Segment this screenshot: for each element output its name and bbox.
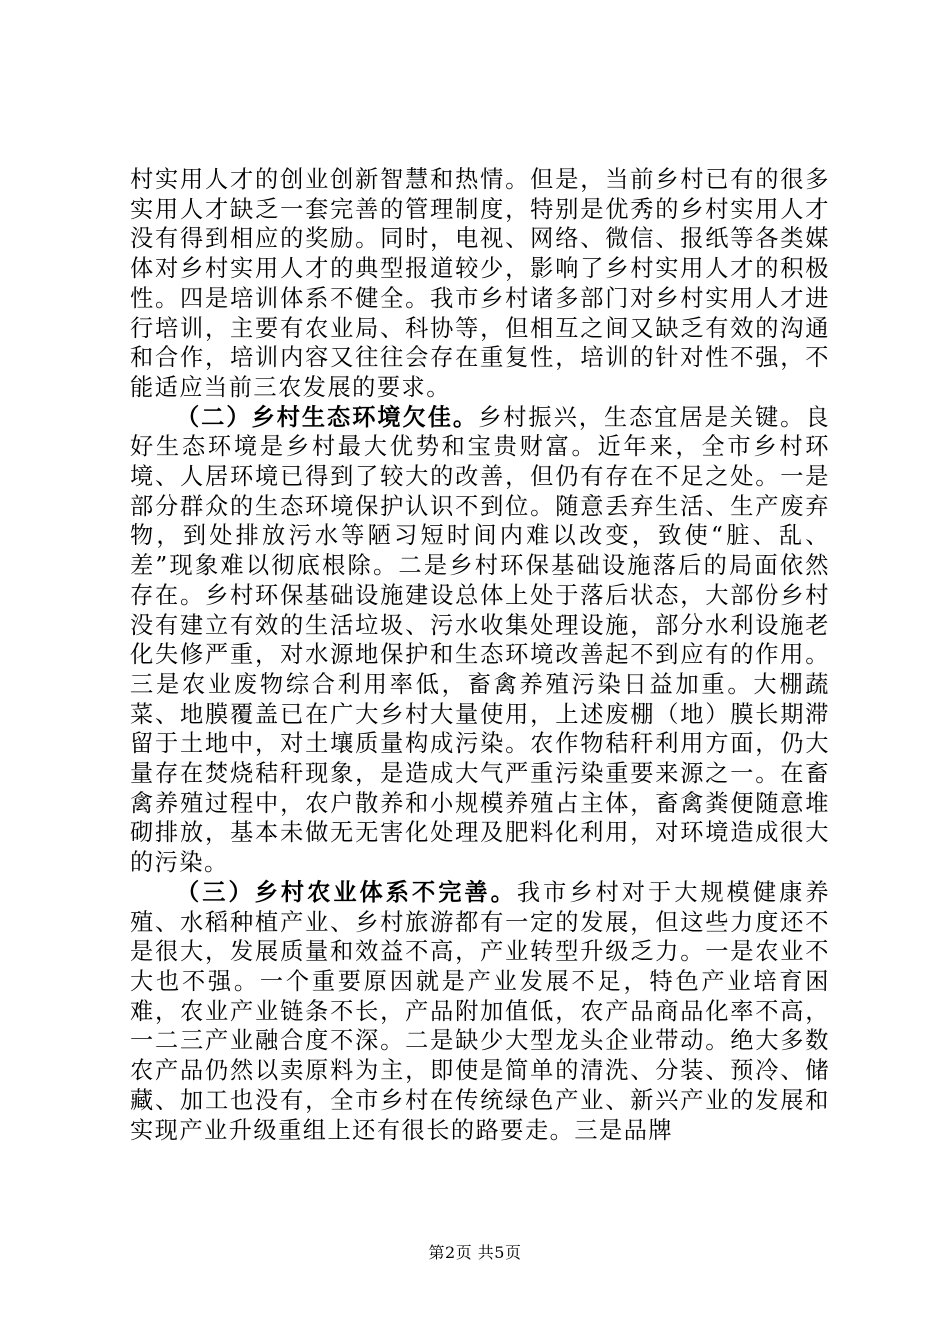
page-footer (0, 1240, 950, 1263)
section-heading-agriculture: （三）乡村农业体系不完善。 (176, 878, 517, 906)
paragraph-ecology (130, 403, 830, 878)
paragraph-agriculture (130, 878, 830, 1145)
document-body (130, 165, 830, 1145)
paragraph-text: 乡村振兴，生态宜居是关键。良好生态环境是乡村最大优势和宝贵财富。近年来，全市乡村环境、人居环境已得到了较大的改善，但仍有存在不足之处。一是部分群众的生态环境保护认识不到位。随意丢弃生活、生产废弃物，到处排放污水等陋习短时间内难以改变，致使“脏、乱、差”现象难以彻底根除。二是乡村环保基础设施落后的局面依然存在。乡村环保基础设施建设总体上处于落后状态，大部份乡村没有建立有效的生活垃圾、污水收集处理设施，部分水利设施老化失修严重，对水源地保护和生态环境改善起不到应有的作用。三是农业废物综合利用率低，畜禽养殖污染日益加重。大棚蔬菜、地膜覆盖已在广大乡村大量使用，上述废棚（地）膜长期滞留于土地中，对土壤质量构成污染。农作物秸秆利用方面，仍大量存在焚烧秸秆现象，是造成大气严重污染重要来源之一。在畜禽养殖过程中，农户散养和小规模养殖占主体，畜禽粪便随意堆砌排放，基本未做无无害化处理及肥料化利用，对环境造成很大的污染。 (130, 403, 831, 877)
paragraph-text: 我市乡村对于大规模健康养殖、水稻种植产业、乡村旅游都有一定的发展，但这些力度还不是很大，发展质量和效益不高，产业转型升级乏力。一是农业不大也不强。一个重要原因就是产业发展不足，特色产业培育困难，农业产业链条不长，产品附加值低，农产品商品化率不高，一二三产业融合度不深。二是缺少大型龙头企业带动。绝大多数农产品仍然以卖原料为主，即使是简单的清洗、分装、预冷、储藏、加工也没有，全市乡村在传统绿色产业、新兴产业的发展和实现产业升级重组上还有很长的路要走。三是品牌 (130, 878, 831, 1144)
page-number: 第2页 共5页 (428, 1243, 522, 1262)
paragraph-talent-continuation (130, 165, 830, 403)
paragraph-text: 村实用人才的创业创新智慧和热情。但是，当前乡村已有的很多实用人才缺乏一套完善的管理制度，特别是优秀的乡村实用人才没有得到相应的奖励。同时，电视、网络、微信、报纸等各类媒体对乡村实用人才的典型报道较少，影响了乡村实用人才的积极性。四是培训体系不健全。我市乡村诸多部门对乡村实用人才进行培训，主要有农业局、科协等，但相互之间又缺乏有效的沟通和合作，培训内容又往往会存在重复性，培训的针对性不强，不能适应当前三农发展的要求。 (130, 166, 830, 401)
section-heading-ecology: （二）乡村生态环境欠佳。 (176, 403, 479, 431)
